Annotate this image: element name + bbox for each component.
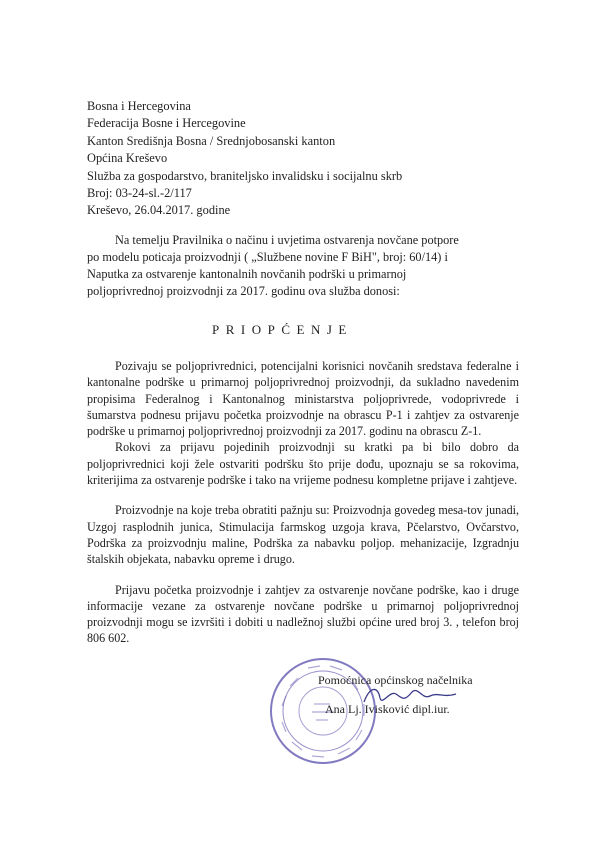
paragraph: Rokovi za prijavu pojedinih proizvodnji su kratki pa bi bilo dobro da poljoprivrednici koji žele ostvariti podršku što prije dođu, upoznaju se sa rokovima, kriterijima za ostvarenje podrške i tako na vrijeme podnesu kompletne prijave i zahtjeve. [87,440,519,488]
paragraph: Pozivaju se poljoprivrednici, potencijalni korisnici novčanih sredstava federalne i kantonalne podrške u primarnoj poljoprivrednoj proizvodnji, da sukladno navedenim propisima Federalnog i Kantonalnog ministarstva poljoprivrede, vodoprivrede i šumarstva podnesu prijavu početka proizvodnje na obrascu P-1 i zahtjev za ostvarenje podrške u primarnoj poljoprivrednoj proizvodnji za 2017. godinu na obrascu Z-1. [87,359,519,439]
signatory-title: Pomoćnica općinskog načelnika [318,673,473,687]
signatory-name: Ana Lj. Ivisković dipl.iur. [325,702,450,716]
letterhead-line: Općina Kreševo [87,151,168,166]
announcement-body [87,358,519,647]
intro-line: po modelu poticaja proizvodnji ( „Službene novine F BiH", broj: 60/14) i [87,250,448,264]
reference-number: Broj: 03-24-sl.-2/117 [87,186,192,201]
letterhead-line: Služba za gospodarstvo, braniteljsko invalidsku i socijalnu skrb [87,168,403,183]
paragraph: Proizvodnje na koje treba obratiti pažnju su: Proizvodnja govedeg mesa-tov junadi, Uzgoj rasplodnih junica, Stimulacija farmskog uzgoja krava, Pčelarstvo, Ovčarstvo, Podrška za proizvodnju maline, Podrška za nabavku poljop. mehanizacije, Izgradnju štalskih objekata, nabavku opreme i drugo. [87,503,519,567]
intro-line: poljoprivrednoj proizvodnji za 2017. godinu ova služba donosi: [87,284,400,298]
intro-text [87,232,517,300]
paragraph: Prijavu početka proizvodnje i zahtjev za ostvarenje novčane podrške, kao i druge informacije vezane za ostvarenje novčane podrške u primarnoj poljoprivrednoj proizvodnji mogu se izvršiti i dobiti u nadležnoj službi općine ured broj 3. , telefon broj 806 602. [87,582,519,646]
letterhead-line: Federacija Bosne i Hercegovine [87,116,246,131]
intro-line: Na temelju Pravilnika o načinu i uvjetima ostvarenja novčane potpore [115,233,459,247]
intro-line: Naputka za ostvarenje kantonalnih novčanih podrški u primarnoj [87,267,407,281]
letterhead-line: Kanton Središnja Bosna / Srednjobosanski kanton [87,133,336,148]
document-date: Kreševo, 26.04.2017. godine [87,203,231,218]
document-title: PRIOPĆENJE [212,322,353,337]
letterhead [87,98,402,220]
letterhead-line: Bosna i Hercegovina [87,99,191,113]
